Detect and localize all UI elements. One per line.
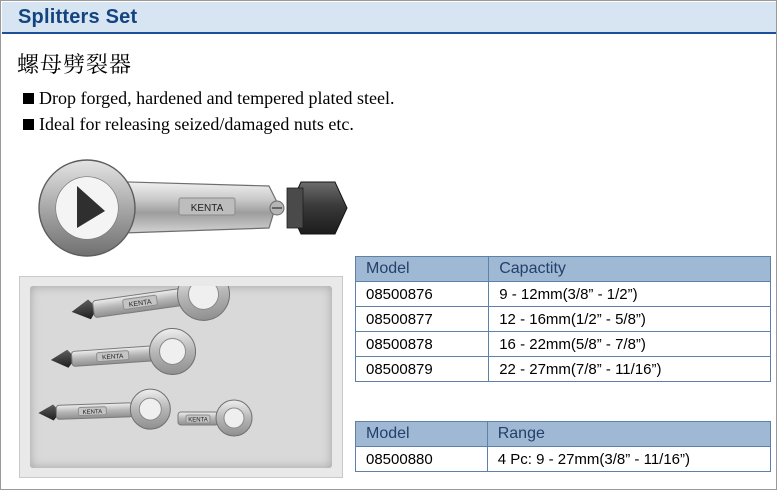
cell-model: 08500878: [356, 332, 489, 357]
page-header: [2, 2, 776, 34]
svg-text:KENTA: KENTA: [190, 203, 224, 214]
column-header-range: Range: [487, 422, 770, 447]
svg-text:KENTA: KENTA: [188, 417, 208, 424]
list-item: [23, 87, 543, 109]
column-header-capacity: Capactity: [489, 257, 771, 282]
cell-capacity: 9 - 12mm(3/8” - 1/2”): [489, 282, 771, 307]
cell-capacity: 22 - 27mm(7/8” - 11/16”): [489, 357, 771, 382]
splitter-set-illustration: [30, 286, 330, 466]
list-item: [23, 113, 543, 135]
page-title: Splitters Set: [18, 6, 138, 28]
table-row: [356, 447, 771, 472]
feature-list: [23, 87, 543, 139]
cell-model: 08500876: [356, 282, 489, 307]
table-row: [356, 332, 771, 357]
cell-range: 4 Pc: 9 - 27mm(3/8” - 11/16”): [487, 447, 770, 472]
cell-model: 08500879: [356, 357, 489, 382]
cell-model: 08500880: [356, 447, 488, 472]
cell-model: 08500877: [356, 307, 489, 332]
cell-capacity: 16 - 22mm(5/8” - 7/8”): [489, 332, 771, 357]
square-bullet-icon: [23, 93, 34, 104]
page-subtitle-chinese: 螺母劈裂器: [17, 53, 133, 78]
product-photo-single-splitter: [19, 156, 349, 266]
square-bullet-icon: [23, 119, 34, 130]
case-foam-insert: [30, 286, 332, 468]
table-header-row: [356, 257, 771, 282]
table-splitter-set: [355, 421, 771, 472]
column-header-model: Model: [356, 257, 489, 282]
column-header-model: Model: [356, 422, 488, 447]
svg-text:KENTA: KENTA: [101, 352, 124, 362]
table-row: [356, 357, 771, 382]
cell-capacity: 12 - 16mm(1/2” - 5/8”): [489, 307, 771, 332]
splitter-tool-illustration: [19, 156, 349, 266]
table-row: [356, 307, 771, 332]
table-header-row: [356, 422, 771, 447]
svg-text:KENTA: KENTA: [128, 298, 152, 309]
feature-text: Ideal for releasing seized/damaged nuts etc.: [39, 114, 354, 134]
product-photo-case-set: [19, 276, 343, 478]
table-individual-splitters: [355, 256, 771, 382]
feature-text: Drop forged, hardened and tempered plated steel.: [39, 88, 395, 108]
table-row: [356, 282, 771, 307]
svg-text:KENTA: KENTA: [82, 409, 103, 416]
